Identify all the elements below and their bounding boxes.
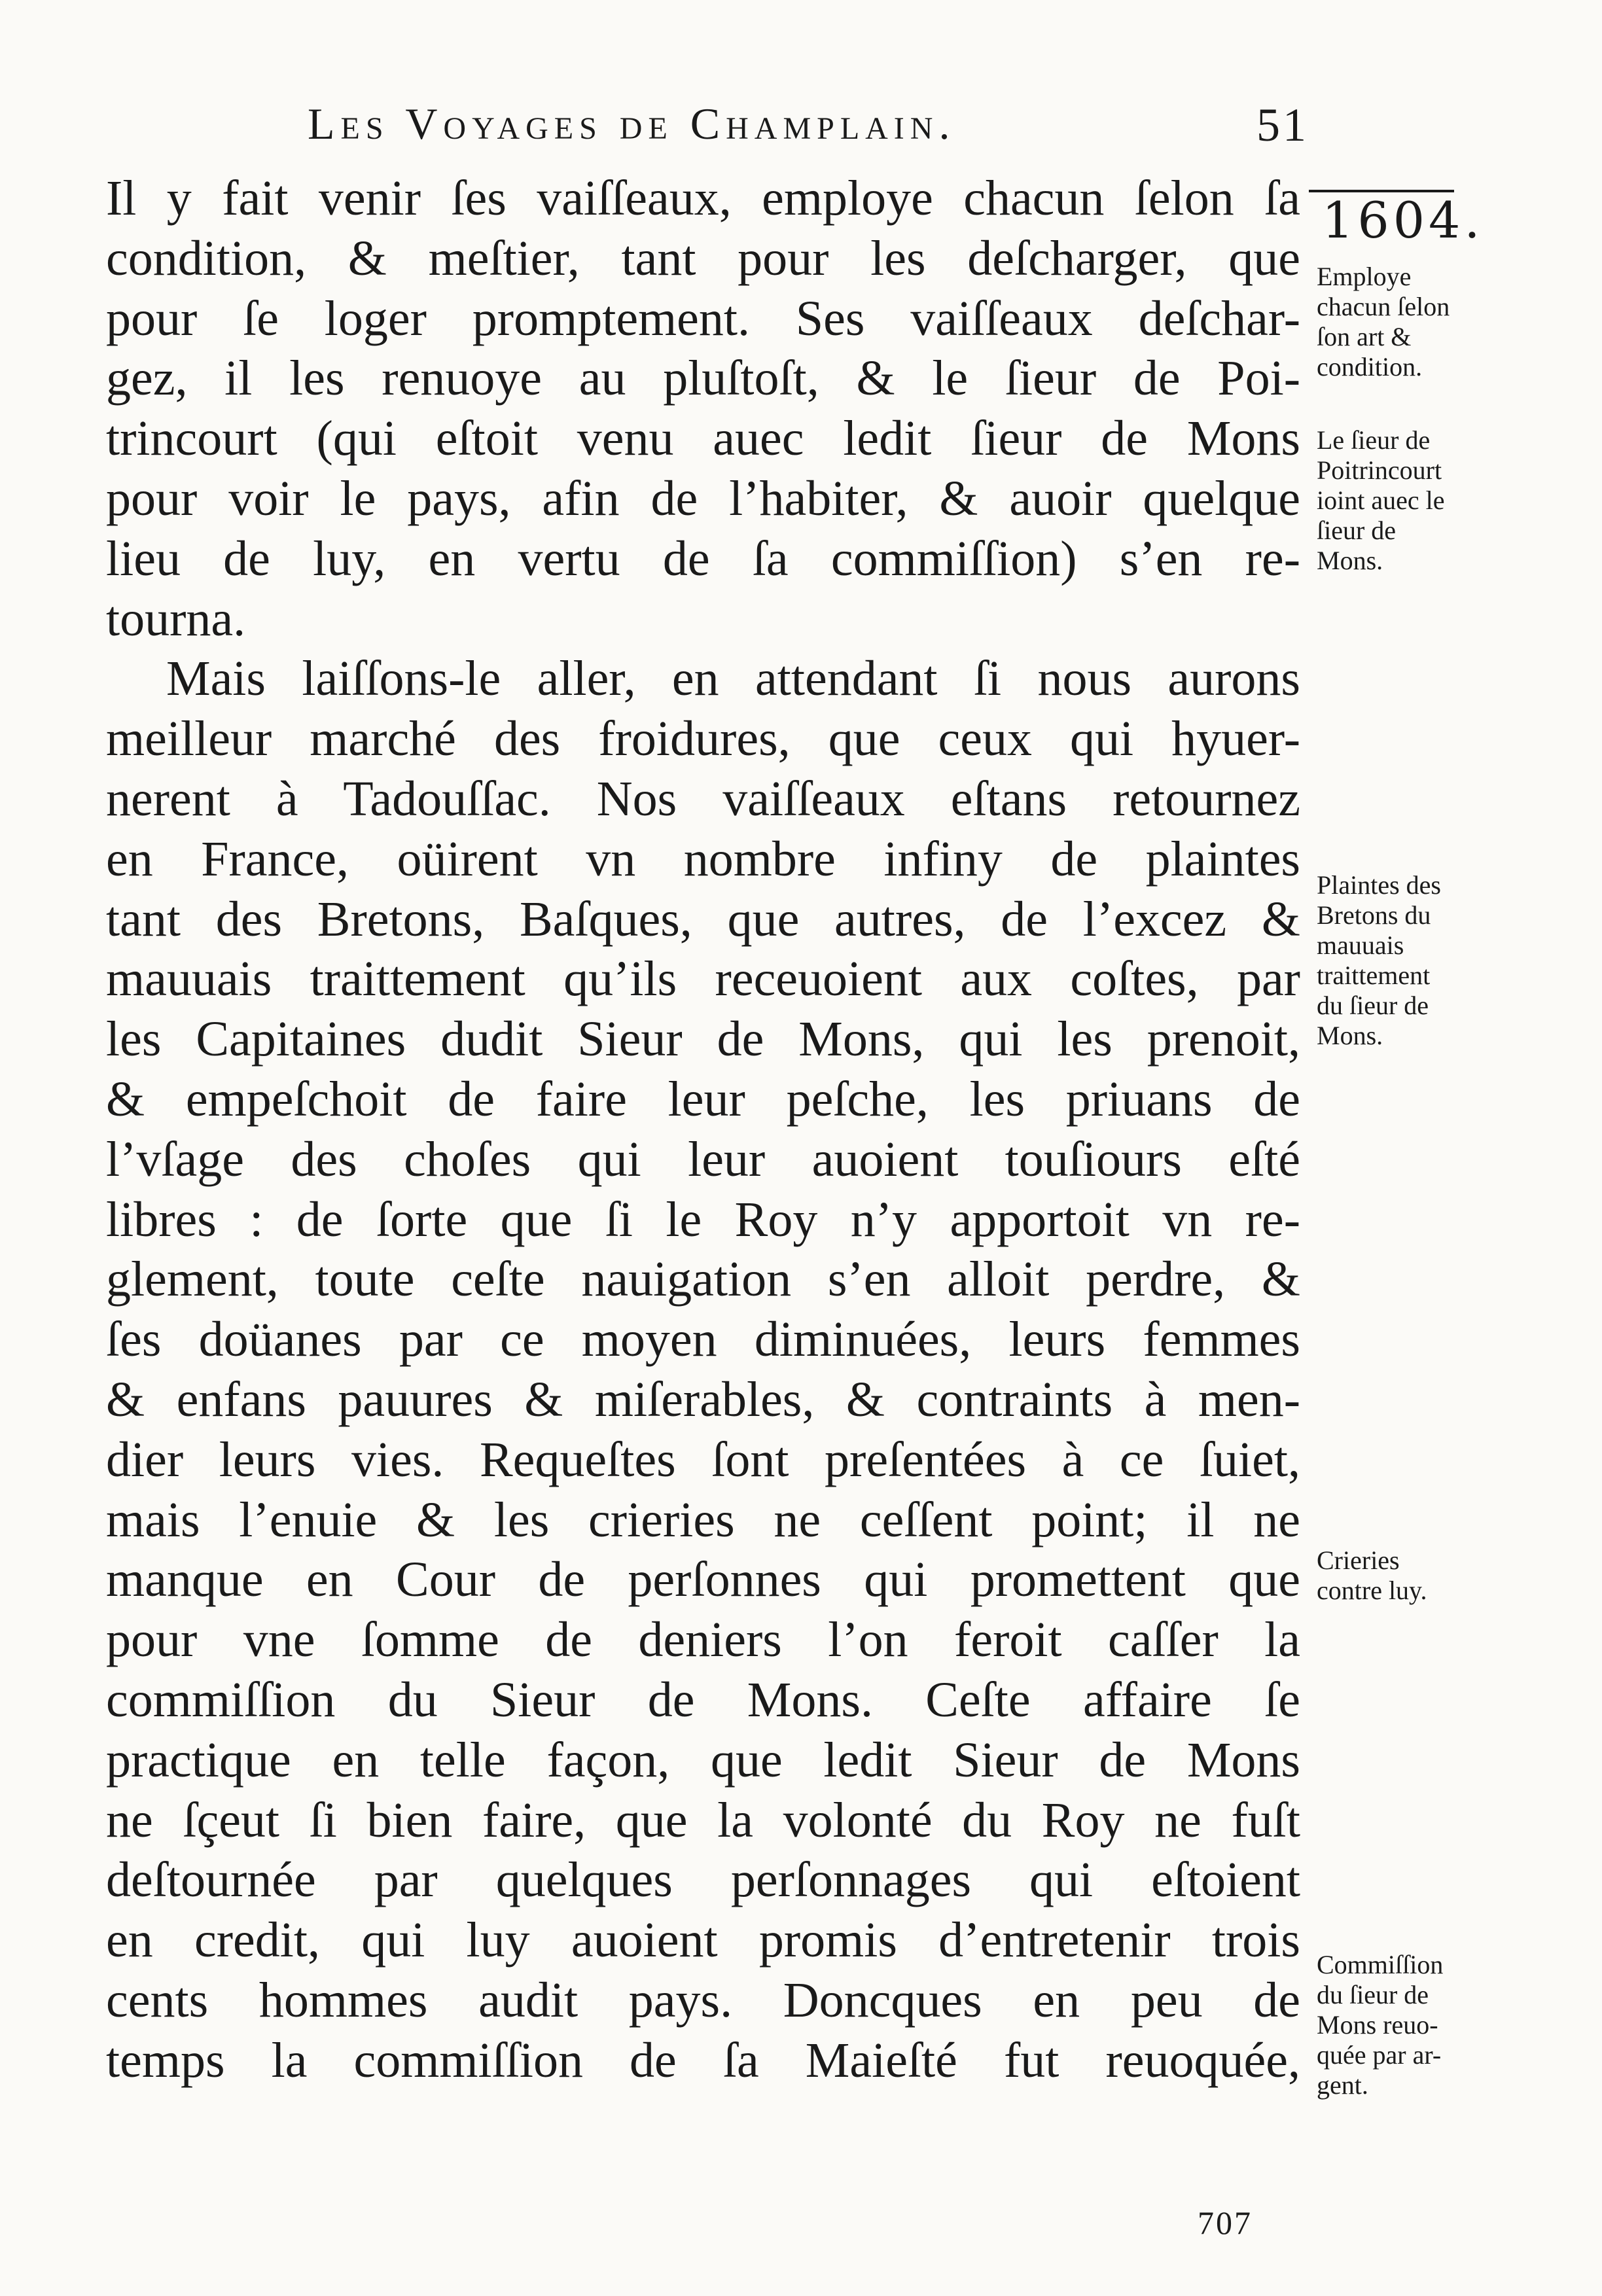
text-line: lieu de luy, en vertu de ſa commiſſion) s’en re- (106, 531, 1300, 586)
text-line: practique en telle façon, que ledit Sieur de Mons (106, 1732, 1300, 1788)
margin-note-line: Commiſſion (1317, 1950, 1444, 1979)
margin-note-line: Mons. (1317, 546, 1383, 575)
margin-note-line: Mons reuo- (1317, 2010, 1438, 2040)
text-line: Mais laiſſons-le aller, en attendant ſi nous aurons (166, 651, 1300, 707)
text-line: pour ſe loger promptement. Ses vaiſſeaux deſchar- (106, 291, 1300, 346)
margin-note-line: ioint auec le (1317, 486, 1445, 515)
text-line: pour vne ſomme de deniers l’on feroit caſſer la (106, 1612, 1300, 1668)
margin-note-line: Plaintes des (1317, 870, 1441, 900)
margin-note-employe (1317, 262, 1585, 382)
margin-note-line: du ſieur de (1317, 991, 1429, 1020)
margin-note-line: Poitrincourt (1317, 455, 1442, 485)
margin-note-line: contre luy. (1317, 1576, 1427, 1605)
text-line: manque en Cour de perſonnes qui promettent que (106, 1552, 1300, 1608)
running-title: Les Voyages de Champlain. (308, 99, 956, 149)
text-line: gez, il les renuoye au pluſtoſt, & le ſieur de Poi- (106, 351, 1300, 406)
text-line: cents hommes audit pays. Doncques en peu de (106, 1972, 1300, 2028)
margin-note-plaintes (1317, 870, 1585, 1051)
text-line: trincourt (qui eſtoit venu auec ledit ſieur de Mons (106, 411, 1300, 467)
margin-note-line: du ſieur de (1317, 1980, 1429, 2009)
text-line: commiſſion du Sieur de Mons. Ceſte affaire ſe (106, 1672, 1300, 1727)
text-line: tourna. (106, 591, 246, 646)
margin-note-line: mauuais (1317, 930, 1404, 960)
margin-note-line: ſieur de (1317, 516, 1397, 545)
text-line: & enfans pauures & miſerables, & contraints à men- (106, 1371, 1300, 1427)
text-line: dier leurs vies. Requeſtes ſont preſentées à ce ſuiet, (106, 1432, 1300, 1487)
text-line: mauuais traittement qu’ils receuoient aux coſtes, par (106, 951, 1300, 1007)
margin-note-line: gent. (1317, 2070, 1368, 2100)
margin-note-line: Crieries (1317, 1545, 1400, 1575)
text-line: condition, & meſtier, tant pour les deſcharger, que (106, 230, 1300, 286)
margin-note-line: Le ſieur de (1317, 425, 1431, 455)
page-header (105, 98, 1309, 170)
text-line: temps la commiſſion de ſa Maieſté fut reuoquée, (106, 2032, 1300, 2088)
margin-note-line: chacun ſelon (1317, 292, 1450, 321)
text-line: en France, oüirent vn nombre infiny de plaintes (106, 831, 1300, 887)
text-line: glement, toute ceſte nauigation s’en alloit perdre, & (106, 1252, 1300, 1307)
page-number: 51 (1256, 99, 1309, 151)
signature-mark: 707 (1198, 2204, 1253, 2241)
margin-note-crieries (1317, 1545, 1585, 1606)
margin-year: 1604. (1322, 191, 1484, 249)
text-line: ne ſçeut ſi bien faire, que la volonté du Roy ne fuſt (106, 1792, 1300, 1848)
text-line: les Capitaines dudit Sieur de Mons, qui les prenoit, (106, 1012, 1300, 1067)
text-line: libres : de ſorte que ſi le Roy n’y apportoit vn re- (106, 1192, 1300, 1247)
margin-note-commission (1317, 1950, 1585, 2100)
text-line: & empeſchoit de faire leur peſche, les priuans de (106, 1071, 1300, 1127)
text-line: ſes doüanes par ce moyen diminuées, leurs femmes (106, 1312, 1300, 1368)
margin-note-line: Bretons du (1317, 900, 1431, 930)
text-line: en credit, qui luy auoient promis d’entretenir trois (106, 1913, 1300, 1968)
text-line: l’vſage des choſes qui leur auoient touſiours eſté (106, 1131, 1300, 1187)
body-text (106, 169, 1300, 2091)
text-line: Il y fait venir ſes vaiſſeaux, employe chacun ſelon ſa (106, 171, 1300, 226)
text-line: tant des Bretons, Baſques, que autres, de l’excez & (106, 891, 1300, 947)
text-line: deſtournée par quelques perſonnages qui eſtoient (106, 1852, 1300, 1908)
margin-note-line: Employe (1317, 262, 1412, 291)
margin-note-line: traittement (1317, 961, 1431, 990)
margin-note-line: ſon art & (1317, 322, 1412, 351)
text-line: pour voir le pays, afin de l’habiter, & auoir quelque (106, 470, 1300, 526)
text-line: nerent à Tadouſſac. Nos vaiſſeaux eſtans retournez (106, 771, 1300, 826)
text-line: meilleur marché des froidures, que ceux qui hyuer- (106, 711, 1300, 767)
margin-note-line: condition. (1317, 352, 1423, 381)
text-line: mais l’enuie & les crieries ne ceſſent point; il ne (106, 1492, 1300, 1547)
margin-note-line: Mons. (1317, 1021, 1383, 1050)
margin-note-poitrincourt (1317, 425, 1585, 576)
margin-note-line: quée par ar- (1317, 2040, 1442, 2070)
